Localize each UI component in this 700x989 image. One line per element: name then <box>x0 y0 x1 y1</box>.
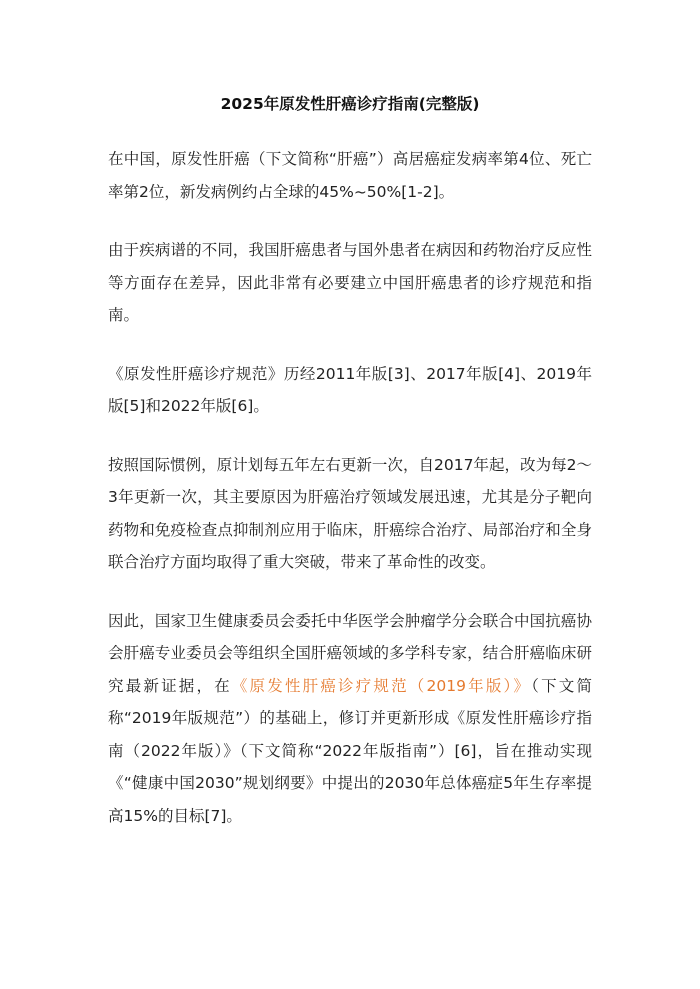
guideline-2019-link[interactable]: 《原发性肝癌诊疗规范（2019年版）》 <box>231 676 532 695</box>
document-title: 2025年原发性肝癌诊疗指南(完整版) <box>220 95 480 113</box>
revision-text-after-link: （下文简称“2019年版规范”）的基础上，修订并更新形成《原发性肝癌诊疗指南（2022年版）》（下文简称“2022年版指南”）[6]，旨在推动实现《“健康中国2030”规划纲要》中提出的2030年总体癌症5年生存率提高15%的目标[7]。 <box>108 676 592 825</box>
paragraph-incidence: 在中国，原发性肝癌（下文简称“肝癌”）高居癌症发病率第4位、死亡率第2位，新发病例约占全球的45%~50%[1-2]。 <box>108 150 592 201</box>
paragraph-guideline-revision <box>108 605 592 833</box>
paragraph-update-cycle: 按照国际惯例，原计划每五年左右更新一次，自2017年起，改为每2～3年更新一次，其主要原因为肝癌治疗领域发展迅速，尤其是分子靶向药物和免疫检查点抑制剂应用于临床，肝癌综合治疗、局部治疗和全身联合治疗方面均取得了重大突破，带来了革命性的改变。 <box>108 455 592 571</box>
paragraph-guideline-history: 《原发性肝癌诊疗规范》历经2011年版[3]、2017年版[4]、2019年版[5]和2022年版[6]。 <box>108 364 592 415</box>
paragraph-disease-spectrum: 由于疾病谱的不同，我国肝癌患者与国外患者在病因和药物治疗反应性等方面存在差异，因此非常有必要建立中国肝癌患者的诊疗规范和指南。 <box>108 241 592 324</box>
revision-text-before-link: 因此，国家卫生健康委员会委托中华医学会肿瘤学分会联合中国抗癌协会肝癌专业委员会等组织全国肝癌领域的多学科专家，结合肝癌临床研究最新证据，在 <box>108 611 592 695</box>
